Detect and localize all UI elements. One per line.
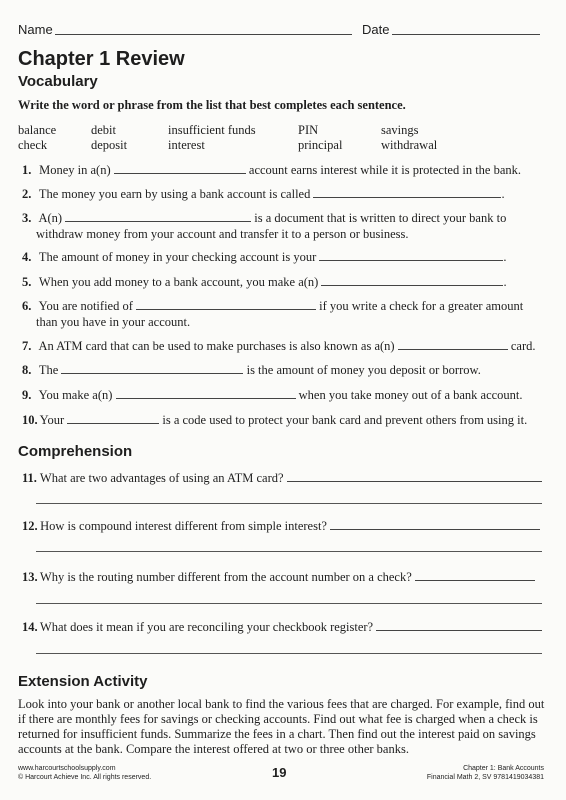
answer-blank[interactable] xyxy=(114,172,246,174)
question-number: 4. xyxy=(22,250,32,264)
footer-right xyxy=(400,765,544,782)
vocabulary-instructions: Write the word or phrase from the list that best completes each sentence. xyxy=(18,98,406,112)
word-bank-item: insufficient funds xyxy=(168,123,256,137)
footer-chapter: Chapter 1: Bank Accounts xyxy=(463,765,544,772)
comp-question-12: 12. How is compound interest different from simple interest? xyxy=(22,518,546,534)
footer-left xyxy=(18,765,151,782)
vocab-question-3: 3. A(n) is a document that is written to direct your bank to withdraw money from your account and transfer it to a person or business. xyxy=(22,211,507,241)
extension-heading: Extension Activity xyxy=(18,673,148,690)
vocab-question-5: 5. When you add money to a bank account, you make a(n) . xyxy=(22,275,507,289)
footer-website: www.harcourtschoolsupply.com xyxy=(18,765,116,772)
answer-line[interactable] xyxy=(36,653,542,654)
word-bank-item: debit xyxy=(91,123,116,137)
question-number: 11. xyxy=(22,471,37,485)
question-number: 9. xyxy=(22,388,32,402)
answer-blank[interactable] xyxy=(313,196,501,198)
answer-blank[interactable] xyxy=(415,579,535,581)
comp-question-14: 14. What does it mean if you are reconciling your checkbook register? xyxy=(22,619,546,635)
answer-blank[interactable] xyxy=(65,220,251,222)
question-number: 2. xyxy=(22,187,32,201)
word-bank-item: balance xyxy=(18,123,57,137)
question-number: 7. xyxy=(22,339,32,353)
comprehension-heading: Comprehension xyxy=(18,443,133,460)
comp-question-13: 13. Why is the routing number different from the account number on a check? xyxy=(22,569,546,585)
name-field[interactable] xyxy=(55,34,352,35)
word-bank-item: withdrawal xyxy=(381,138,438,152)
answer-line[interactable] xyxy=(36,503,542,504)
answer-blank[interactable] xyxy=(61,372,243,374)
word-bank-item: savings xyxy=(381,123,419,137)
question-number: 1. xyxy=(22,163,32,177)
vocab-question-4: 4. The amount of money in your checking account is your . xyxy=(22,250,507,264)
footer-book: Financial Math 2, SV 9781419034381 xyxy=(426,773,544,781)
name-label: Name xyxy=(18,22,53,37)
vocab-question-9: 9. You make a(n) when you take money out of a bank account. xyxy=(22,388,523,402)
question-number: 6. xyxy=(22,299,32,313)
question-number: 3. xyxy=(22,211,32,225)
word-bank-item: deposit xyxy=(91,138,128,152)
date-field[interactable] xyxy=(392,34,540,35)
question-number: 8. xyxy=(22,363,32,377)
word-bank-item: interest xyxy=(168,138,205,152)
page-number: 19 xyxy=(272,765,287,780)
answer-blank[interactable] xyxy=(398,348,508,350)
answer-blank[interactable] xyxy=(136,308,316,310)
answer-line[interactable] xyxy=(36,551,542,552)
answer-blank[interactable] xyxy=(321,284,503,286)
extension-body: Look into your bank or another local bank to find the various fees that are charged. For example, find out if there are monthly fees for savings or checking accounts. Find out what fee is charged when a check is returned for insufficient funds. Summarize the fees in a chart. Then find out the interest paid on savings accounts at the bank. Compare the interest offered at two or three other banks. xyxy=(18,697,545,756)
vocab-question-8: 8. The is the amount of money you deposit or borrow. xyxy=(22,363,481,377)
answer-blank[interactable] xyxy=(67,422,159,424)
vocab-question-7: 7. An ATM card that can be used to make purchases is also known as a(n) card. xyxy=(22,339,536,353)
answer-blank[interactable] xyxy=(330,528,540,530)
question-number: 13. xyxy=(22,570,38,584)
question-number: 10. xyxy=(22,413,38,427)
answer-line[interactable] xyxy=(36,603,542,604)
answer-blank[interactable] xyxy=(116,397,296,399)
vocab-question-1: 1. Money in a(n) account earns interest while it is protected in the bank. xyxy=(22,163,522,177)
answer-blank[interactable] xyxy=(376,629,542,631)
word-bank-item: check xyxy=(18,138,48,152)
date-label: Date xyxy=(362,22,390,37)
vocab-question-2: 2. The money you earn by using a bank account is called . xyxy=(22,187,505,201)
word-bank-item: PIN xyxy=(298,123,319,137)
comp-question-11: 11. What are two advantages of using an ATM card? xyxy=(22,470,546,486)
vocab-question-6: 6. You are notified of if you write a check for a greater amount than you have in your account. xyxy=(22,299,524,329)
chapter-title: Chapter 1 Review xyxy=(18,48,185,70)
answer-blank[interactable] xyxy=(319,259,503,261)
question-number: 14. xyxy=(22,620,38,634)
footer-copyright: © Harcourt Achieve Inc. All rights reserved. xyxy=(18,773,152,781)
answer-blank[interactable] xyxy=(287,480,542,482)
question-number: 5. xyxy=(22,275,32,289)
vocab-question-10: 10. Your is a code used to protect your bank card and prevent others from using it. xyxy=(22,413,528,427)
word-bank-item: principal xyxy=(298,138,343,152)
question-number: 12. xyxy=(22,519,38,533)
vocabulary-heading: Vocabulary xyxy=(18,73,98,90)
